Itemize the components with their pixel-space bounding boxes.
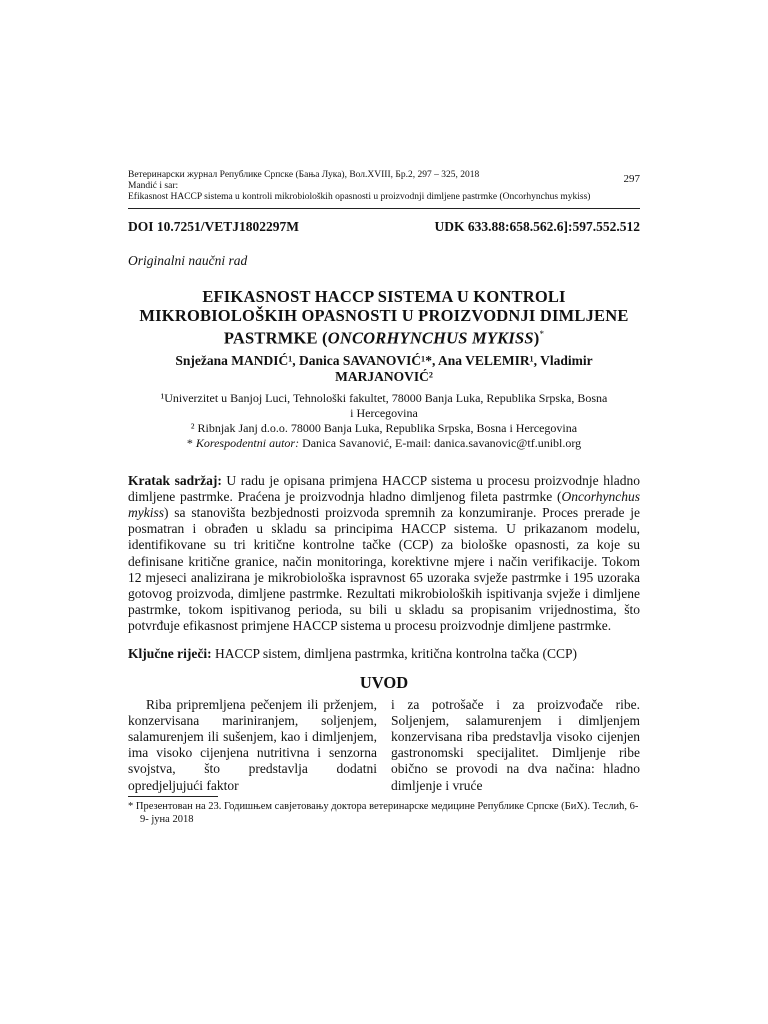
keywords <box>128 646 640 662</box>
column-right-text: i za potrošače i za proizvođače ribe. Soljenjem, salamurenjem i dimljenjem konzervisana riba predstavlja visoko cijenjen gastronomski specijalitet. Dimljenje ribe obično se provodi na dva načina: hladno dimljenje i vruće <box>391 696 640 793</box>
section-title: UVOD <box>359 672 409 692</box>
title-line-3 <box>128 325 640 348</box>
column-left <box>128 697 377 797</box>
doi: DOI 10.7251/VETJ1802297M <box>128 219 300 234</box>
page-number: 297 <box>623 173 640 185</box>
identifier-row <box>128 219 640 235</box>
column-right <box>391 697 640 797</box>
corr-text: Danica Savanović, E-mail: danica.savanovic@tf.unibl.org <box>299 435 582 450</box>
affiliation-2: ² Ribnjak Janj d.o.o. 78000 Banja Luka, Republika Srpska, Bosna i Hercegovina <box>190 420 578 435</box>
title-line-1: EFIKASNOST HACCP SISTEMA U KONTROLI <box>202 287 566 306</box>
title-line-3-prefix: PASTRMKE ( <box>223 328 328 348</box>
header-authors: Mandić i sar: <box>128 181 179 191</box>
title-line-2: MIKROBIOLOŠKIH OPASNOSTI U PROIZVODNJI DIMLJENE <box>139 306 629 325</box>
corresponding-author <box>158 436 610 451</box>
corr-label: Korespodentni autor: <box>195 435 300 450</box>
footnote: * Презентован на 23. Годишњем савјетовању доктора ветеринарске медицине Републике Српске (БиХ). Теслић, 6-9- јуна 2018 <box>128 800 639 825</box>
abstract <box>128 473 640 635</box>
paper-page <box>128 170 640 826</box>
keywords-label: Ključne riječi: <box>128 645 212 661</box>
running-header <box>128 170 640 203</box>
affiliations <box>128 391 640 451</box>
abstract-label: Kratak sadržaj: <box>128 472 222 488</box>
abstract-part-2: ) sa stanovišta bezbjednosti proizvoda spremnih za konzumiranje. Proces prerade je posmatran i obrađen u skladu sa principima HACCP sistema. U prikazanom modelu, identifikovane su tri kritične kontrolne tačke (CCP) za biološke opasnosti, za koje su definisane kritične granice, način monitoringa, korektivne mjere i način verifikacije. Tokom 12 mjeseci analizirana je mikrobiološka ispravnost 65 uzoraka svježe pastrmke i 195 uzoraka gotovog proizvoda, dimljene pastrmke. Rezultati mikrobioloških ispitivanja svježe i dimljene pastrmke, tokom ispitivanog perioda, su bili u skladu sa propisanim vrijednostima, što potvrđuje efikasnost primjene HACCP sistema u procesu proizvodnje dimljene pastrmke. <box>128 504 640 634</box>
footnote-rule <box>128 796 218 797</box>
title-line-3-suffix: ) <box>533 328 540 348</box>
paper-title <box>128 287 640 348</box>
header-rule <box>128 208 640 209</box>
abstract-species: Oncorhynchus mykiss <box>128 488 640 520</box>
affiliation-1: ¹Univerzitet u Banjoj Luci, Tehnološki fakultet, 78000 Banja Luka, Republika Srpska, Bosna i Hercegovina <box>160 390 608 420</box>
header-title: Efikasnost HACCP sistema u kontroli mikrobioloških opasnosti u proizvodnji dimljene pastrmke (Oncorhynchus mykiss) <box>128 192 591 202</box>
udk: UDK 633.88:658.562.6]:597.552.512 <box>434 219 640 234</box>
corr-prefix: * <box>186 435 196 450</box>
column-left-text: Riba pripremljena pečenjem ili prženjem, konzervisana mariniranjem, soljenjem, salamurenjem ili sušenjem, kao i dimljenjem, ima visoko cijenjena nutritivna i senzorna svojstva, što predstavlja dodatni opredjeljujući faktor <box>128 696 377 793</box>
keywords-text: HACCP sistem, dimljena pastrmka, kritična kontrolna tačka (CCP) <box>211 645 578 661</box>
title-footnote-mark: * <box>539 329 545 339</box>
body-columns <box>128 697 640 797</box>
paper-type: Originalni naučni rad <box>128 253 248 268</box>
abstract-part-1: U radu je opisana primjena HACCP sistema u procesu proizvodnje hladno dimljene pastrmke. Praćena je proizvodnja hladno dimljenog fileta pastrmke ( <box>128 472 640 504</box>
authors: Snježana MANDIĆ¹, Danica SAVANOVIĆ¹*, Ana VELEMIR¹, Vladimir MARJANOVIĆ² <box>175 352 593 384</box>
title-species: ONCORHYNCHUS MYKISS <box>327 328 534 348</box>
journal-line: Ветеринарски журнал Републике Српске (Бања Лука), Вол.XVIII, Бр.2, 297 – 325, 2018 <box>128 170 480 180</box>
